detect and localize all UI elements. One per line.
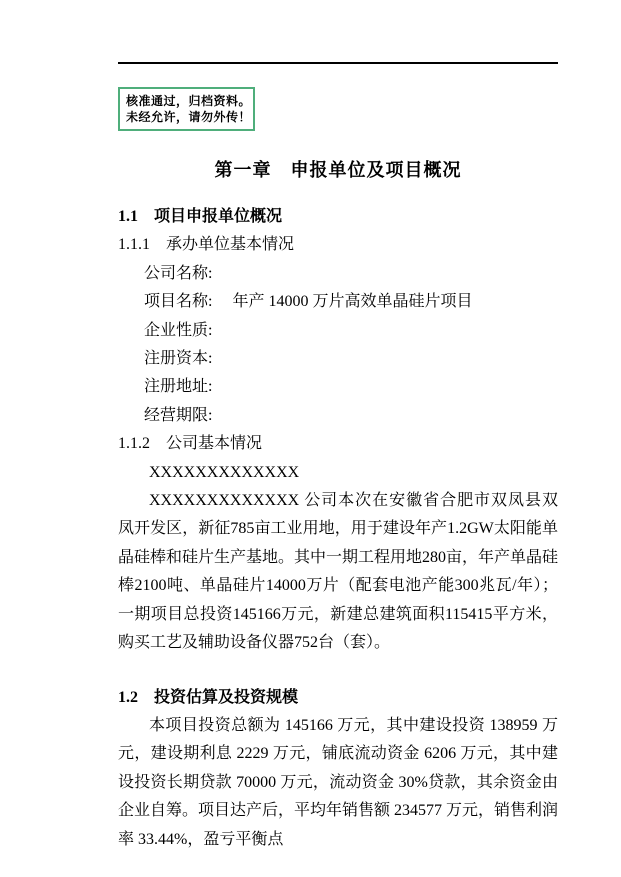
section-heading-1-1-1: 1.1.1 承办单位基本情况 [118, 236, 295, 254]
company-overview-paragraph: XXXXXXXXXXXXX 公司本次在安徽省合肥市双凤县双凤开发区，新征785亩工业用地，用于建设年产1.2GW太阳能单晶硅棒和硅片生产基地。其中一期工程用地280亩，年产单晶硅棒2100吨、单晶硅片14000万片（配套电池产能300兆瓦/年）；一期项目总投资145166万元，新建总建筑面积115415平方米，购买工艺及辅助设备仪器752台（套）。 [118, 492, 559, 652]
document-body [118, 150, 558, 854]
company-name-placeholder: XXXXXXXXXXXXX [149, 463, 300, 481]
field-business-term: 经营期限: [144, 406, 213, 424]
page-header-rule [118, 62, 558, 64]
field-registered-address: 注册地址: [144, 378, 213, 396]
stamp-line-1: 核准通过，归档资料。 [126, 94, 252, 108]
field-company-name: 公司名称: [144, 264, 213, 282]
investment-paragraph: 本项目投资总额为 145166 万元，其中建设投资 138959 万元，建设期利息 2229 万元，铺底流动资金 6206 万元，其中建设投资长期贷款 70000 万元，流动资金 30%贷款，其余资金由企业自筹。项目达产后，平均年销售额 234577 万元，销售利润率 33.44%，盈亏平衡点 [118, 716, 559, 848]
chapter-title: 第一章 申报单位及项目概况 [214, 160, 462, 180]
field-enterprise-type: 企业性质: [144, 321, 213, 339]
approval-stamp [118, 87, 255, 131]
section-heading-1-1: 1.1 项目申报单位概况 [118, 208, 283, 225]
section-heading-1-1-2: 1.1.2 公司基本情况 [118, 435, 263, 453]
field-registered-capital: 注册资本: [144, 350, 213, 368]
section-heading-1-2: 1.2 投资估算及投资规模 [118, 688, 299, 706]
stamp-line-2: 未经允许，请勿外传！ [126, 110, 252, 124]
field-project-name: 项目名称: 年产 14000 万片高效单晶硅片项目 [144, 293, 473, 311]
section-gap [118, 658, 558, 684]
